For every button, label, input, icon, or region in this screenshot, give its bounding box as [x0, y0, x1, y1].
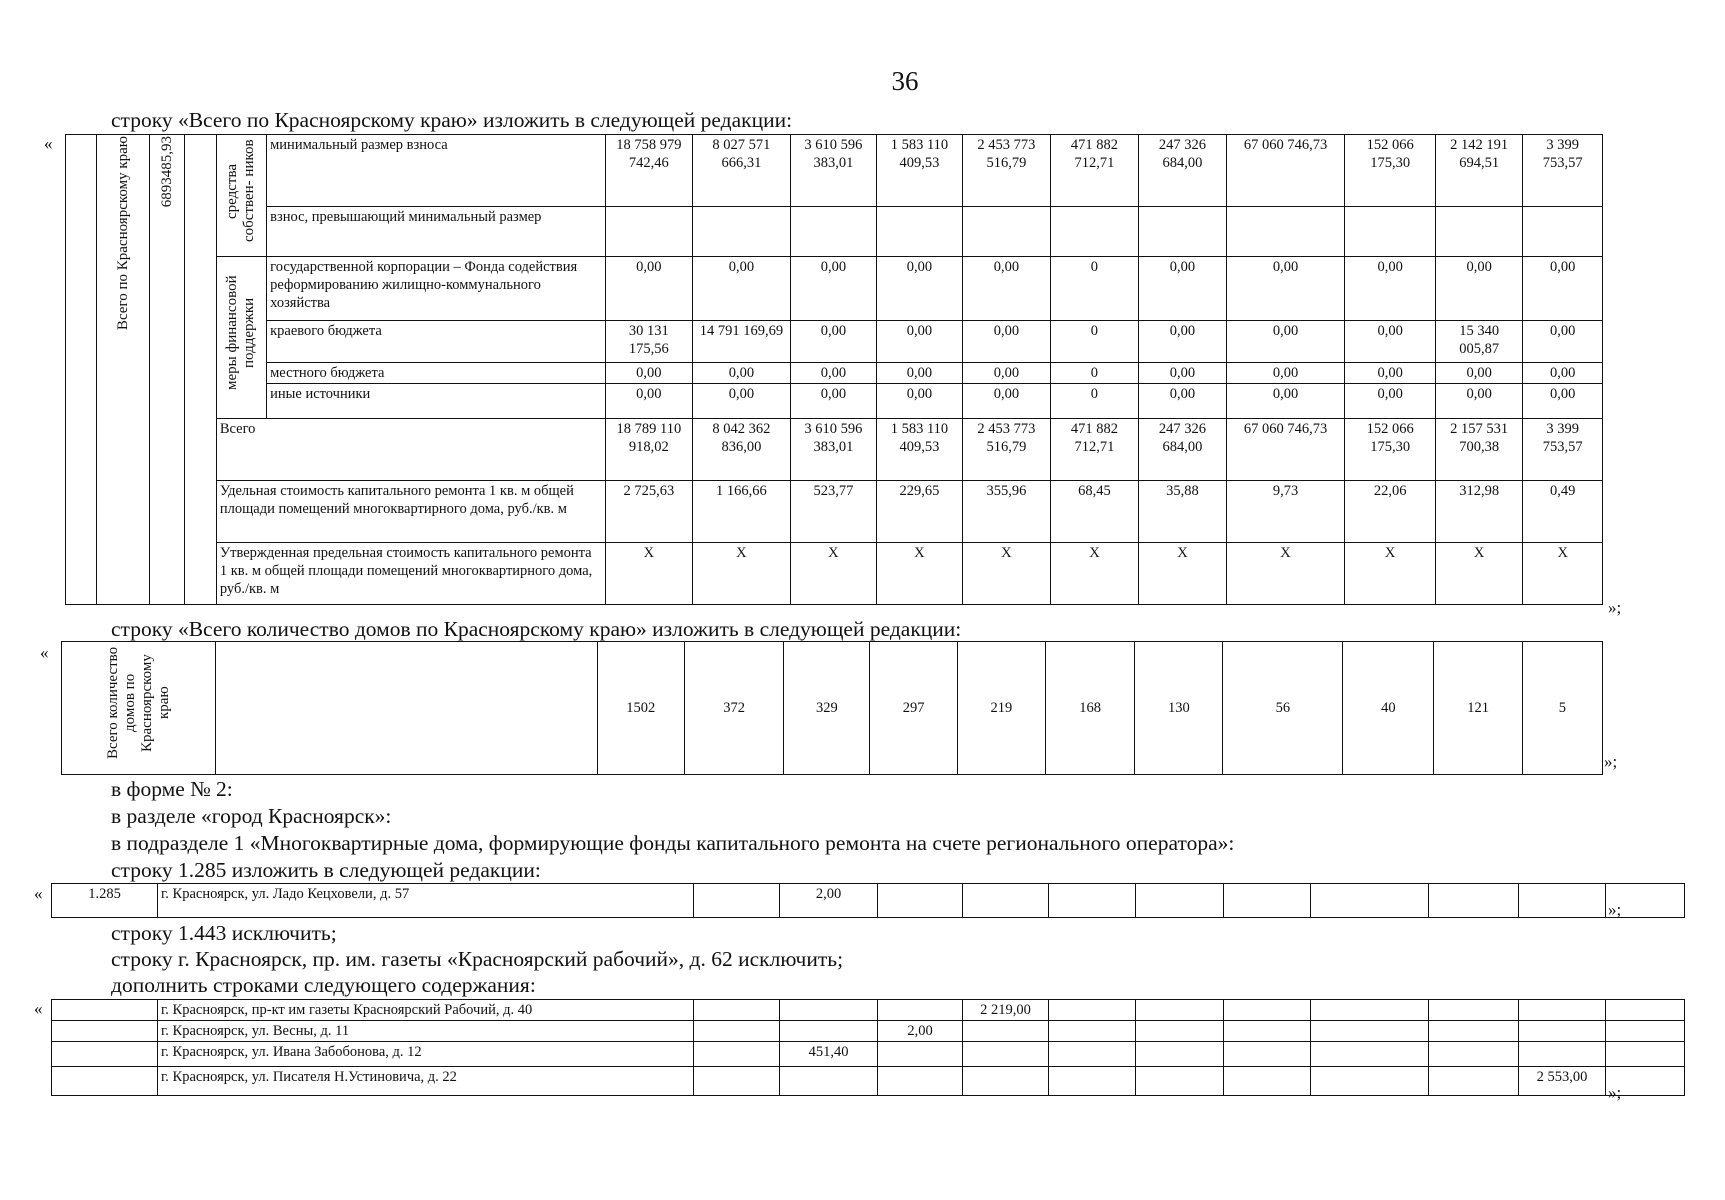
- value-cell: 68,45: [1050, 481, 1139, 543]
- heading-total-row: строку «Всего по Красноярскому краю» изложить в следующей редакции:: [111, 108, 793, 132]
- house-count-cell: 5: [1522, 642, 1602, 775]
- value-cell: 0,00: [876, 257, 963, 321]
- value-cell: 2 453 773 516,79: [963, 135, 1051, 207]
- empty-cell: [694, 1000, 780, 1021]
- heading-houses-row: строку «Всего количество домов по Красноярскому краю» изложить в следующей редакции:: [111, 617, 962, 641]
- value-cell: 0,00: [1139, 363, 1227, 384]
- value-cell: 0,00: [1435, 257, 1523, 321]
- value-cell: 0,00: [606, 257, 693, 321]
- empty-cell: [1429, 1021, 1519, 1042]
- address-cell: г. Красноярск, ул. Весны, д. 11: [158, 1021, 694, 1042]
- value-cell: 0,00: [791, 384, 877, 419]
- close-quote: »;: [1604, 752, 1618, 771]
- empty-cell: [52, 1042, 158, 1067]
- empty-cell: [694, 1067, 780, 1096]
- value-cell: [1139, 207, 1227, 257]
- value-cell: 0,00: [1226, 257, 1345, 321]
- houses-count-label-cell: [62, 642, 216, 775]
- value-cell: 0,00: [876, 363, 963, 384]
- value-cell: 3 610 596 383,01: [791, 135, 877, 207]
- value-cell: 2 219,00: [963, 1000, 1049, 1021]
- row-label: краевого бюджета: [267, 321, 606, 363]
- value-cell: 0,00: [606, 384, 693, 419]
- value-cell: 0,00: [791, 321, 877, 363]
- value-cell: 0,00: [1226, 363, 1345, 384]
- value-cell: X: [1139, 543, 1227, 605]
- value-cell: X: [876, 543, 963, 605]
- table-row: [66, 363, 1603, 384]
- table-row: [66, 481, 1603, 543]
- group-financial-support: [216, 257, 266, 419]
- value-cell: 0,00: [963, 321, 1051, 363]
- value-cell: 0,00: [1523, 384, 1603, 419]
- empty-cell: [52, 1021, 158, 1042]
- value-cell: 0,00: [1523, 363, 1603, 384]
- table-row: [52, 1021, 1685, 1042]
- value-cell: 152 066 175,30: [1345, 419, 1436, 481]
- open-quote: «: [44, 134, 53, 153]
- value-cell: X: [1523, 543, 1603, 605]
- value-cell: 152 066 175,30: [1345, 135, 1436, 207]
- value-cell: 0,00: [692, 384, 791, 419]
- value-cell: 0,00: [1345, 363, 1436, 384]
- total-funds-table: [65, 134, 1603, 605]
- value-cell: 67 060 746,73: [1226, 419, 1345, 481]
- table-row: [66, 419, 1603, 481]
- empty-cell: [1049, 1021, 1136, 1042]
- value-cell: 0,00: [1435, 384, 1523, 419]
- value-cell: 1 583 110 409,53: [876, 135, 963, 207]
- value-cell: 0,00: [606, 363, 693, 384]
- value-cell: 3 399 753,57: [1523, 135, 1603, 207]
- row-label: иные источники: [267, 384, 606, 419]
- value-cell: 67 060 746,73: [1226, 135, 1345, 207]
- house-count-cell: 121: [1434, 642, 1522, 775]
- open-quote: «: [34, 884, 43, 903]
- value-cell: 229,65: [876, 481, 963, 543]
- value-cell: 1 583 110 409,53: [876, 419, 963, 481]
- table-row: [52, 1000, 1685, 1021]
- empty-cell: [1136, 1021, 1224, 1042]
- empty-cell: [878, 1042, 963, 1067]
- group-own-label: средства собствен- ников: [224, 139, 258, 243]
- address-cell: г. Красноярск, ул. Писателя Н.Устиновича, д. 22: [158, 1067, 694, 1096]
- empty-cell: [780, 1000, 878, 1021]
- house-count-cell: 329: [784, 642, 870, 775]
- area-cell: [150, 135, 184, 605]
- value-cell: 312,98: [1435, 481, 1523, 543]
- value-cell: 0,00: [963, 257, 1051, 321]
- value-cell: 1 166,66: [692, 481, 791, 543]
- empty-cell: [878, 1000, 963, 1021]
- value-cell: [1345, 207, 1436, 257]
- empty-cell: [1224, 1021, 1311, 1042]
- address-cell: г. Красноярск, пр-кт им газеты Красноярский Рабочий, д. 40: [158, 1000, 694, 1021]
- value-cell: 22,06: [1345, 481, 1436, 543]
- row-label: минимальный размер взноса: [267, 135, 606, 207]
- empty-cell: [1224, 1042, 1311, 1067]
- value-cell: 0: [1050, 257, 1139, 321]
- empty-cell: [878, 1067, 963, 1096]
- house-count-cell: 219: [957, 642, 1045, 775]
- value-cell: X: [1226, 543, 1345, 605]
- houses-count-label: Всего количество домов по Красноярскому краю: [104, 646, 172, 760]
- value-cell: 471 882 712,71: [1050, 135, 1139, 207]
- value-cell: X: [1050, 543, 1139, 605]
- empty-cell: [1136, 1067, 1224, 1096]
- value-cell: 8 027 571 666,31: [692, 135, 791, 207]
- table-row: [52, 1042, 1685, 1067]
- value-cell: 0,00: [963, 384, 1051, 419]
- value-cell: 2,00: [878, 1021, 963, 1042]
- value-cell: 0,00: [1345, 257, 1436, 321]
- empty-cell: [780, 1021, 878, 1042]
- table-row: [66, 384, 1603, 419]
- house-count-cell: 1502: [597, 642, 684, 775]
- value-cell: 0,00: [876, 384, 963, 419]
- empty-cell: [1606, 1000, 1685, 1021]
- value-cell: 471 882 712,71: [1050, 419, 1139, 481]
- table-row: [66, 135, 1603, 207]
- value-cell: 0,00: [1139, 321, 1227, 363]
- page-number: 36: [891, 66, 919, 96]
- value-cell: 0: [1050, 384, 1139, 419]
- empty-cell: [1606, 1021, 1685, 1042]
- value-cell: [963, 207, 1051, 257]
- value-cell: [1050, 207, 1139, 257]
- value-cell: 0,00: [692, 363, 791, 384]
- house-count-cell: 297: [870, 642, 957, 775]
- value-cell: 0,00: [791, 257, 877, 321]
- empty-cell: [1429, 1000, 1519, 1021]
- value-cell: 0,00: [692, 257, 791, 321]
- empty-cell: [963, 1042, 1049, 1067]
- value-cell: 0,00: [1139, 384, 1227, 419]
- close-quote: »;: [1608, 598, 1622, 617]
- table-row: [66, 207, 1603, 257]
- value-cell: 0,00: [1523, 321, 1603, 363]
- empty-cell: [1429, 1042, 1519, 1067]
- value-cell: X: [1345, 543, 1436, 605]
- empty-cell: [694, 1021, 780, 1042]
- value-cell: X: [606, 543, 693, 605]
- value-cell: [876, 207, 963, 257]
- value-cell: 8 042 362 836,00: [692, 419, 791, 481]
- row-label: местного бюджета: [267, 363, 606, 384]
- region-label: Всего по Красноярскому краю: [114, 136, 131, 331]
- row-label: Утвержденная предельная стоимость капитального ремонта 1 кв. м общей площади помещений многоквартирного дома, руб./кв. м: [216, 543, 605, 605]
- table-row: [66, 257, 1603, 321]
- value-cell: 0,00: [963, 363, 1051, 384]
- empty-cell: [1224, 1067, 1311, 1096]
- empty-cell: [780, 1067, 878, 1096]
- added-rows-table: [51, 999, 1685, 1096]
- value-cell: 3 399 753,57: [1523, 419, 1603, 481]
- empty-cell: [1136, 1000, 1224, 1021]
- empty-cell: [1311, 1067, 1429, 1096]
- value-cell: 523,77: [791, 481, 877, 543]
- text-subsection-1: в подразделе 1 «Многоквартирные дома, формирующие фонды капитального ремонта на счете регионального оператора»:: [111, 831, 1235, 855]
- table-row: [66, 321, 1603, 363]
- empty-cell: [1311, 1021, 1429, 1042]
- value-cell: 14 791 169,69: [692, 321, 791, 363]
- value-cell: X: [791, 543, 877, 605]
- value-cell: 2 725,63: [606, 481, 693, 543]
- text-add-rows: дополнить строками следующего содержания:: [111, 973, 536, 997]
- table-row: [52, 1067, 1685, 1096]
- value-cell: 247 326 684,00: [1139, 419, 1227, 481]
- text-exclude-62: строку г. Красноярск, пр. им. газеты «Красноярский рабочий», д. 62 исключить;: [111, 947, 844, 971]
- house-count-cell: 130: [1135, 642, 1223, 775]
- value-cell: 35,88: [1139, 481, 1227, 543]
- empty-cell: [963, 1021, 1049, 1042]
- value-cell: [606, 207, 693, 257]
- empty-cell: [694, 1042, 780, 1067]
- value-cell: 0,49: [1523, 481, 1603, 543]
- value-cell: 2 553,00: [1519, 1067, 1606, 1096]
- open-quote: «: [34, 999, 43, 1018]
- value-cell: 0,00: [791, 363, 877, 384]
- value-cell: 355,96: [963, 481, 1051, 543]
- row-label: Удельная стоимость капитального ремонта 1 кв. м общей площади помещений многоквартирного дома, руб./кв. м: [216, 481, 605, 543]
- row-label: Всего: [216, 419, 605, 481]
- value-cell: 0,00: [1523, 257, 1603, 321]
- value-cell: 0,00: [1226, 321, 1345, 363]
- row-label: взнос, превышающий минимальный размер: [267, 207, 606, 257]
- value-cell: X: [963, 543, 1051, 605]
- text-form2: в форме № 2:: [111, 777, 233, 801]
- region-label-cell: [97, 135, 150, 605]
- row-label: государственной корпорации – Фонда содействия реформированию жилищно-коммунального хозяйства: [267, 257, 606, 321]
- house-count-cell: 40: [1343, 642, 1434, 775]
- value-cell: [1523, 207, 1603, 257]
- empty-cell: [1311, 1000, 1429, 1021]
- value-cell: 247 326 684,00: [1139, 135, 1227, 207]
- value-cell: 0: [1050, 321, 1139, 363]
- empty-cell: [184, 135, 216, 605]
- value-cell: 15 340 005,87: [1435, 321, 1523, 363]
- empty-cell: [1519, 1000, 1606, 1021]
- group-own-funds: [216, 135, 266, 257]
- row-number: 1.285: [52, 884, 158, 918]
- text-row-1285: строку 1.285 изложить в следующей редакции:: [111, 858, 541, 882]
- value-cell: 0: [1050, 363, 1139, 384]
- value-cell: 451,40: [780, 1042, 878, 1067]
- empty-cell: [216, 642, 597, 775]
- value-cell: 9,73: [1226, 481, 1345, 543]
- empty-cell: [52, 1000, 158, 1021]
- value-cell: [692, 207, 791, 257]
- value-cell: 0,00: [1226, 384, 1345, 419]
- empty-cell: [963, 1067, 1049, 1096]
- text-exclude-1443: строку 1.443 исключить;: [111, 921, 337, 945]
- area-value: 6893485,93: [158, 136, 175, 208]
- empty-cell: [1049, 1000, 1136, 1021]
- open-quote: «: [40, 643, 49, 662]
- table-row: [66, 543, 1603, 605]
- empty-cell: [1429, 1067, 1519, 1096]
- close-quote: »;: [1608, 1083, 1622, 1102]
- empty-cell: [52, 1067, 158, 1096]
- value-cell: 0,00: [876, 321, 963, 363]
- value-cell: 2 142 191 694,51: [1435, 135, 1523, 207]
- value-cell: 2 157 531 700,38: [1435, 419, 1523, 481]
- empty-cell: [1049, 1042, 1136, 1067]
- empty-cell: [1136, 1042, 1224, 1067]
- close-quote: »;: [1608, 900, 1622, 919]
- value-cell: 0,00: [1345, 384, 1436, 419]
- value-cell: 0,00: [1435, 363, 1523, 384]
- house-count-cell: 56: [1223, 642, 1343, 775]
- houses-count-table: [61, 641, 1603, 775]
- row-1285-table: [51, 883, 1685, 918]
- value-cell: X: [692, 543, 791, 605]
- house-count-cell: 168: [1045, 642, 1134, 775]
- group-support-label: меры финансовой поддержки: [224, 275, 258, 391]
- empty-cell: [1519, 1042, 1606, 1067]
- empty-cell: [1224, 1000, 1311, 1021]
- empty-cell: [1311, 1042, 1429, 1067]
- house-count-cell: 372: [684, 642, 783, 775]
- empty-cell: [66, 135, 97, 605]
- value-cell: 2,00: [780, 884, 878, 918]
- value-cell: 0,00: [1345, 321, 1436, 363]
- value-cell: X: [1435, 543, 1523, 605]
- value-cell: 0,00: [1139, 257, 1227, 321]
- value-cell: 18 789 110 918,02: [606, 419, 693, 481]
- address-cell: г. Красноярск, ул. Ивана Забобонова, д. 12: [158, 1042, 694, 1067]
- text-section-city: в разделе «город Красноярск»:: [111, 804, 392, 828]
- value-cell: [791, 207, 877, 257]
- empty-cell: [1519, 1021, 1606, 1042]
- empty-cell: [1606, 1042, 1685, 1067]
- value-cell: 3 610 596 383,01: [791, 419, 877, 481]
- value-cell: [1435, 207, 1523, 257]
- address-cell: г. Красноярск, ул. Ладо Кецховели, д. 57: [158, 884, 694, 918]
- value-cell: [1226, 207, 1345, 257]
- value-cell: 18 758 979 742,46: [606, 135, 693, 207]
- value-cell: 30 131 175,56: [606, 321, 693, 363]
- empty-cell: [1049, 1067, 1136, 1096]
- value-cell: 2 453 773 516,79: [963, 419, 1051, 481]
